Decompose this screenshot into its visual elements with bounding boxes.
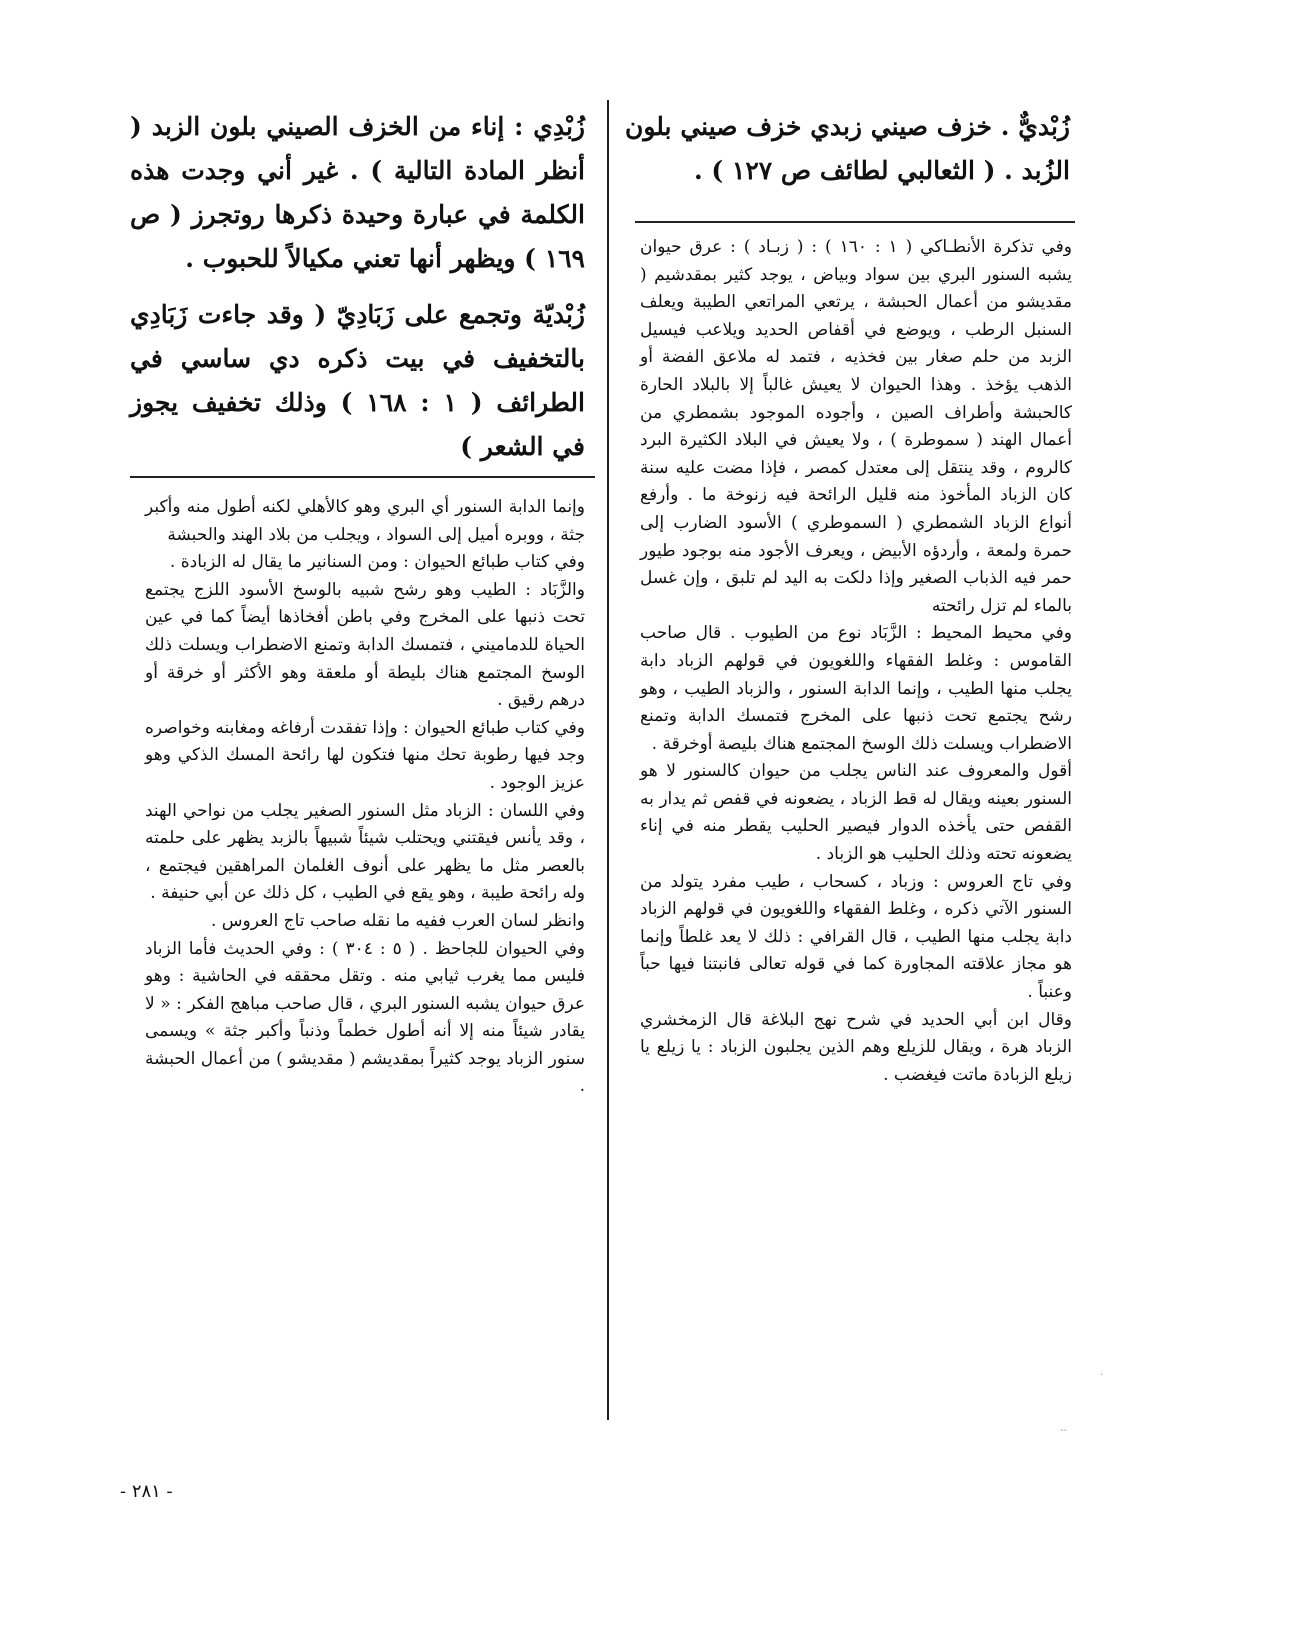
note-paragraph: وفي كتاب طبائع الحيوان : وإذا تفقدت أرفاغه ومغابنه وخواصره وجد فيها رطوبة تحك منها فتكون لها رائحة المسك الذكي وهو عزيز الوجود . [145,717,585,793]
note-paragraph: والزَّبَاد : الطيب وهو رشح شبيه بالوسخ الأسود اللزج يجتمع تحت ذنبها على المخرج وفي باطن أفخاذها أيضاً كما في عين الحياة للدماميني ، فتمسك الدابة وتمنع الاضطراب ويسلت ذلك الوسخ المجتمع هناك بليطة أو ملعقة وهو الأكثر أو خرقة أو درهم رقيق . [145,579,585,711]
left-column-heading [130,105,585,481]
right-column-rule [635,221,1075,223]
note-paragraph: وإنما الدابة السنور أي البري وهو كالأهلي لكنه أطول منه وأكبر جثة ، ووبره أميل إلى السواد ، ويجلب من بلاد الهند والحبشة [145,497,585,545]
column-divider [607,100,609,1420]
note-paragraph: وفي كتاب طبائع الحيوان : ومن السنانير ما يقال له الزبادة . [169,552,585,573]
entry-zubdi: زُبْدِي : إناء من الخزف الصيني بلون الزبد ( أنظر المادة التالية ) . غير أني وجدت هذه الكلمة في عبارة وحيدة ذكرها روتجرز ( ص ١٦٩ ) ويظهر أنها تعني مكيالاً للحبوب . [130,112,585,273]
note-paragraph: وقال ابن أبي الحديد في شرح نهج البلاغة قال الزمخشري الزباد هرة ، ويقال للزيلع وهم الذين يجلبون الزباد : يا زيلع يا زيلع الزبادة ماتت فيغضب . [640,1009,1072,1085]
note-paragraph: وفي تذكرة الأنطـاكي ( ١ : ١٦٠ ) : ( زبـاد ) : عرق حيوان يشبه السنور البري بين سواد وبياض ، يوجد كثير بمقدشيم ( مقديشو من أعمال الحبشة ، يرتعي المراتعي الطيبة ويعلف السنبل الرطب ، ويوضع في أقفاص الحديد ويلاعب فيسيل الزبد من حلم صغار بين فخذيه ، فتمد له ملاعق الفضة أو الذهب يؤخذ . وهذا الحيوان لا يعيش غالباً إلا بالبلاد الحارة كالحبشة وأطراف الصين ، وأجوده الموجود بشمطري من أعمال الهند ( سموطرة ) ، ولا يعيش في البلاد الكثيرة البرد كالروم ، وقد ينتقل إلى معتدل كمصر ، فإذا مضت عليه سنة كان الزباد المأخوذ منه قليل الرائحة فيه زنوخة ما . وأرفع أنواع الزباد الشمطري ( السموطري ) الأسود الضارب إلى حمرة ولمعة ، وأردؤه الأبيض ، ويعرف الأجود منه بوجود طيور حمر فيه الذباب الصغير وإذا دلكت به اليد لم تلبق ، وإن غسل بالماء لم تزل رائحته [640,237,1072,616]
note-paragraph: وفي محيط المحيط : الزَّبَاد نوع من الطيوب . قال صاحب القاموس : وغلط الفقهاء واللغويون في قولهم الزباد دابة يجلب منها الطيب ، وإنما الدابة السنور ، والزباد الطيب ، وهو رشح يجتمع تحت ذنبها على المخرج فتمسك الدابة وتمنع الاضطراب ويسلت ذلك الوسخ المجتمع هناك بليصة أوخرقة . [640,623,1072,754]
left-column-rule [130,476,595,478]
left-column-notes [145,494,585,1101]
right-column-notes [640,234,1072,1089]
entry-zubdiyya: زُبْديّة وتجمع على زَبَادِيّ ( وقد جاءت زَبَادِي بالتخفيف في بيت ذكره دي ساسي في الطرائف ( ١ : ١٦٨ ) وذلك تخفيف يجوز في الشعر ) [130,300,585,461]
entry-zubdiyy: زُبْديٌّ . خزف صيني زبدي خزف صيني بلون الزُبد . ( الثعالبي لطائف ص ١٢٧ ) . [625,112,1070,185]
note-paragraph: وانظر لسان العرب ففيه ما نقله صاحب تاج العروس . [211,910,585,931]
right-column-heading [625,105,1070,205]
note-paragraph: وفي الحيوان للجاحظ . ( ٥ : ٣٠٤ ) : وفي الحديث فأما الزباد فليس مما يغرب ثيابي منه . وتقل محققه في الحاشية : وهو عرق حيوان يشبه السنور البري ، قال صاحب مباهج الفكر : « لا يقادر شيئاً منه إلا أنه أطول خطماً وذنباً وأكبر جثة » ويسمى سنور الزباد يوجد كثيراً بمقديشم ( مقديشو ) من أعمال الحبشة . [145,938,585,1097]
scan-mark: -- [1060,1425,1067,1436]
note-paragraph: وفي اللسان : الزباد مثل السنور الصغير يجلب من نواحي الهند ، وقد يأنس فيقتني ويحتلب شيئاً شبيهاً بالزبد يظهر على حلمته بالعصر مثل ما يظهر على أنوف الغلمان المراهقين فيجتمع ، وله رائحة طيبة ، وهو يقع في الطيب ، كل ذلك عن أبي حنيفة . [145,800,585,904]
note-paragraph: أقول والمعروف عند الناس يجلب من حيوان كالسنور لا هو السنور بعينه ويقال له قط الزباد ، يضعونه في قفص ثم يدار به القفص حتى يأخذه الدوار فيصير الحليب يقطر منه في إناء يضعونه تحته وذلك الحليب هو الزباد . [640,761,1072,865]
page-number: - ٢٨١ - [120,1481,173,1502]
scan-mark: · [1100,1370,1104,1381]
note-paragraph: وفي تاج العروس : وزباد ، كسحاب ، طيب مفرد يتولد من السنور الآتي ذكره ، وغلط الفقهاء واللغويون في قولهم الزباد دابة يجلب منها الطيب ، قال القرافي : ذلك لا يعد غلطاً وإنما هو مجاز علاقته المجاورة كما في قوله تعالى فانبتنا فيها حباً وعنباً . [640,871,1072,1003]
